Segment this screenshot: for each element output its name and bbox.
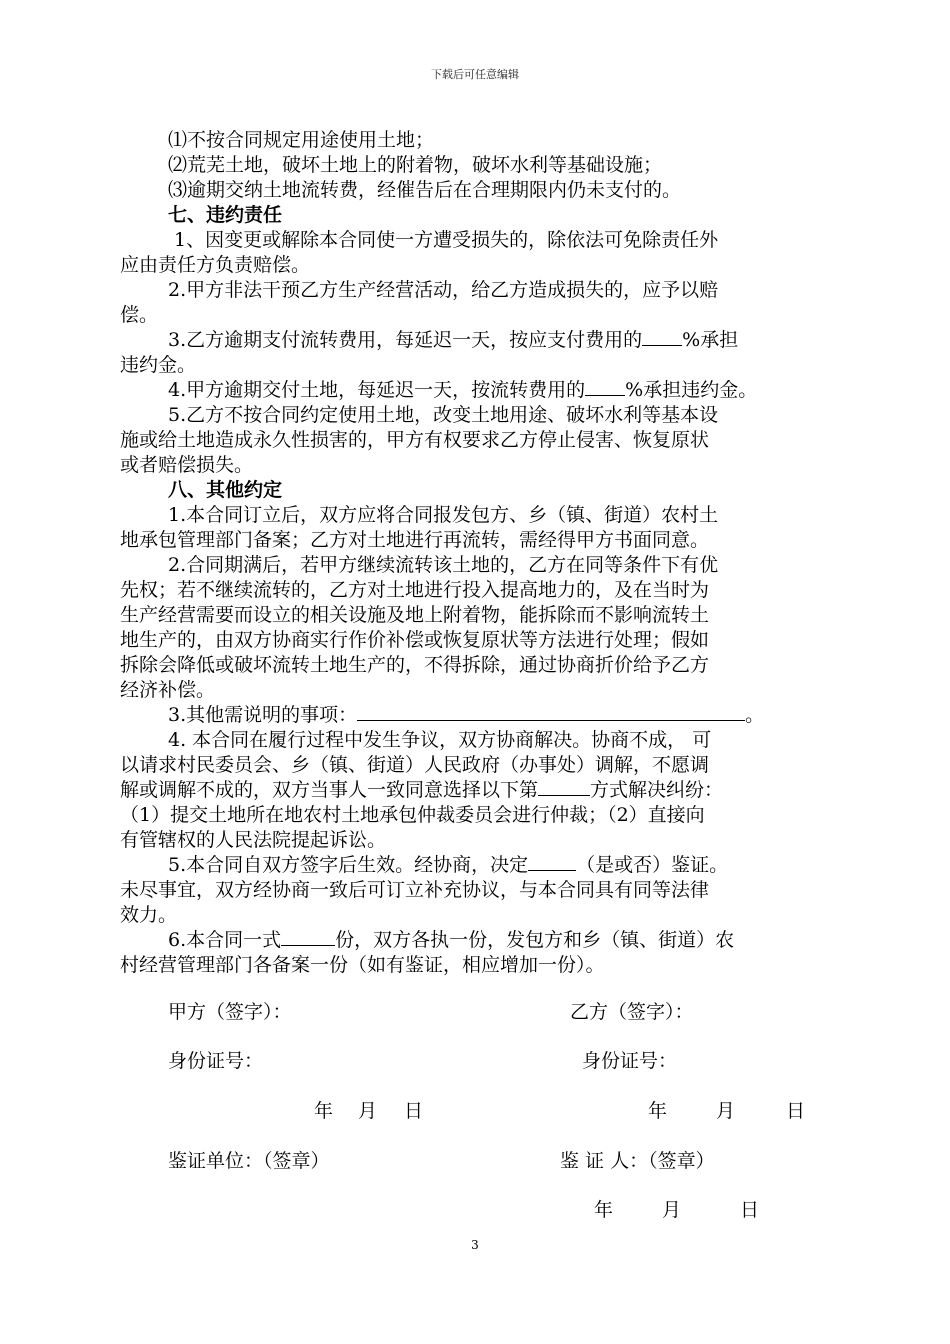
clause-line: [168, 703, 764, 727]
fill-blank[interactable]: [538, 779, 590, 796]
clause-line: 未尽事宜，双方经协商一致后可订立补充协议，与本合同具有同等法律: [120, 879, 710, 901]
fill-blank[interactable]: [585, 379, 625, 396]
clause-line: 生产经营需要而设立的相关设施及地上附着物，能拆除而不影响流转土: [120, 604, 710, 626]
clause-line: 先权；若不继续流转的，乙方对土地进行投入提高地力的，及在当时为: [120, 579, 710, 601]
date-day: 日: [404, 1100, 424, 1122]
section-heading-7: 七、违约责任: [168, 204, 283, 226]
clause-line: 2.甲方非法干预乙方生产经营活动，给乙方造成损失的，应予以赔: [168, 279, 719, 301]
fill-blank[interactable]: [281, 929, 335, 946]
header-note: 下载后可任意编辑: [431, 68, 519, 81]
page-number: 3: [471, 1238, 479, 1252]
clause-line: （1）提交土地所在地农村土地承包仲裁委员会进行仲裁；（2）直接向: [120, 804, 705, 826]
party-b-id-label: 身份证号：: [582, 1050, 678, 1072]
clause-text: 5.本合同自双方签字后生效。经协商，决定: [168, 854, 529, 876]
date-year: 年: [648, 1100, 668, 1122]
clause-line: [168, 928, 734, 952]
clause-text: 方式解决纠纷：: [590, 779, 724, 801]
party-a-signature-label: 甲方（签字）：: [168, 1001, 292, 1023]
date-month: 月: [358, 1100, 378, 1122]
clause-line: 经济补偿。: [120, 679, 216, 701]
clause-line: 1、因变更或解除本合同使一方遭受损失的，除依法可免除责任外: [174, 229, 719, 251]
clause-line: 施或给土地造成永久性损害的，甲方有权要求乙方停止侵害、恢复原状: [120, 429, 710, 451]
clause-line: 1.本合同订立后，双方应将合同报发包方、乡（镇、街道）农村土: [168, 504, 719, 526]
clause-line: ⑴不按合同规定用途使用土地；: [168, 129, 435, 151]
clause-line: 地生产的，由双方协商实行作价补偿或恢复原状等方法进行处理；假如: [120, 629, 710, 651]
clause-text: 3.其他需说明的事项：: [168, 704, 358, 726]
date-month: 月: [662, 1199, 682, 1221]
date-month: 月: [716, 1100, 736, 1122]
clause-text: %承担违约金。: [625, 379, 758, 401]
clause-text: 6.本合同一式: [168, 929, 282, 951]
clause-line: 违约金。: [120, 354, 197, 376]
clause-text: 。: [745, 704, 765, 726]
clause-line: 5.乙方不按合同约定使用土地，改变土地用途、破坏水利等基本设: [168, 404, 719, 426]
fill-blank[interactable]: [528, 854, 576, 871]
clause-line: 以请求村民委员会、乡（镇、街道）人民政府（办事处）调解，不愿调: [120, 754, 710, 776]
clause-text: %承担: [682, 329, 739, 351]
clause-line: 效力。: [120, 904, 178, 926]
clause-text: 4.甲方逾期交付土地，每延迟一天，按流转费用的: [168, 379, 586, 401]
clause-line: [168, 853, 728, 877]
party-a-id-label: 身份证号：: [168, 1050, 264, 1072]
date-year: 年: [314, 1100, 334, 1122]
clause-text: （是或否）鉴证。: [576, 854, 729, 876]
date-day: 日: [740, 1199, 760, 1221]
date-year: 年: [594, 1199, 614, 1221]
verifier-label: 鉴 证 人：（签章）: [560, 1150, 715, 1172]
clause-line: 4. 本合同在履行过程中发生争议，双方协商解决。协商不成， 可: [168, 729, 712, 751]
clause-line: [168, 378, 757, 402]
fill-blank[interactable]: [642, 329, 682, 346]
clause-line: 拆除会降低或破坏流转土地生产的，不得拆除，通过协商折价给予乙方: [120, 654, 710, 676]
verification-unit-label: 鉴证单位：（签章）: [168, 1150, 330, 1172]
clause-text: 解或调解不成的，双方当事人一致同意选择以下第: [120, 779, 539, 801]
clause-text: 3.乙方逾期支付流转费用，每延迟一天，按应支付费用的: [168, 329, 643, 351]
section-heading-8: 八、其他约定: [168, 479, 283, 501]
clause-line: 偿。: [120, 304, 159, 326]
clause-line: 应由责任方负责赔偿。: [120, 254, 311, 276]
clause-text: 份，双方各执一份，发包方和乡（镇、街道）农: [335, 929, 735, 951]
party-b-signature-label: 乙方（签字）：: [570, 1001, 694, 1023]
clause-line: ⑵荒芜土地，破坏土地上的附着物，破坏水利等基础设施；: [168, 154, 663, 176]
clause-line: 2.合同期满后，若甲方继续流转该土地的，乙方在同等条件下有优: [168, 554, 719, 576]
clause-line: 或者赔偿损失。: [120, 454, 254, 476]
date-day: 日: [786, 1100, 806, 1122]
clause-line: 地承包管理部门备案；乙方对土地进行再流转，需经得甲方书面同意。: [120, 529, 710, 551]
clause-line: 有管辖权的人民法院提起诉讼。: [120, 829, 387, 851]
clause-line: ⑶逾期交纳土地流转费，经催告后在合理期限内仍未支付的。: [168, 179, 682, 201]
clause-line: [120, 778, 723, 802]
fill-blank[interactable]: [357, 704, 745, 721]
clause-line: [168, 328, 738, 352]
clause-line: 村经营管理部门各备案一份（如有鉴证，相应增加一份）。: [120, 954, 605, 976]
